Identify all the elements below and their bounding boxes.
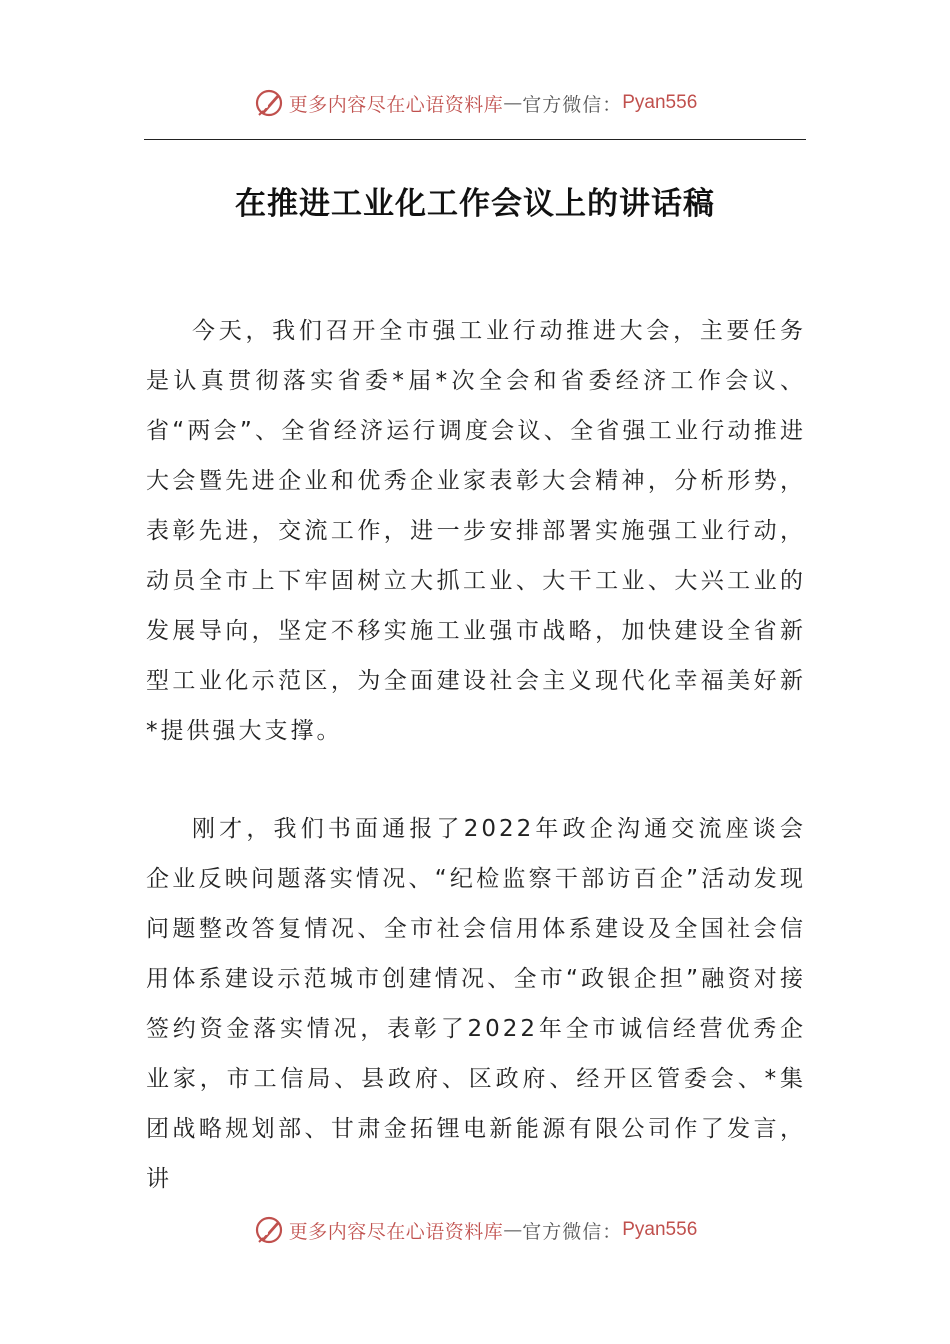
body-paragraph-1: 今天，我们召开全市强工业行动推进大会，主要任务是认真贯彻落实省委*届*次全会和省委经济工作会议、省“两会”、全省经济运行调度会议、全省强工业行动推进大会暨先进企业和优秀企业家表彰大会精神，分析形势，表彰先进，交流工作，进一步安排部署实施强工业行动，动员全市上下牢固树立大抓工业、大干工业、大兴工业的发展导向，坚定不移实施工业强市战略，加快建设全省新型工业化示范区，为全面建设社会主义现代化幸福美好新*提供强大支撑。: [146, 318, 806, 744]
footer-banner: [0, 1210, 950, 1250]
header-separator: —: [503, 92, 523, 114]
header-wechat-id: Pyan556: [622, 92, 698, 113]
footer-wechat-id: Pyan556: [622, 1219, 698, 1240]
document-title: 在推进工业化工作会议上的讲话稿: [235, 186, 715, 222]
header-banner: [0, 83, 950, 123]
pen-circle-logo-icon: [253, 87, 285, 119]
body-paragraph-2: 刚才，我们书面通报了2022年政企沟通交流座谈会企业反映问题落实情况、“纪检监察干部访百企”活动发现问题整改答复情况、全市社会信用体系建设及全国社会信用体系建设示范城市创建情况、全市“政银企担”融资对接签约资金落实情况，表彰了2022年全市诚信经营优秀企业家，市工信局、县政府、区政府、经开区管委会、*集团战略规划部、甘肃金拓锂电新能源有限公司作了发言，讲: [146, 816, 806, 1192]
footer-slogan: 更多内容尽在心语资料库: [288, 1220, 504, 1243]
header-divider: [144, 139, 806, 140]
pen-circle-logo-icon: [253, 1214, 285, 1246]
header-slogan: 更多内容尽在心语资料库: [288, 93, 504, 116]
footer-wechat-label: 官方微信：: [522, 1220, 623, 1243]
header-wechat-label: 官方微信：: [522, 93, 623, 116]
footer-separator: —: [503, 1219, 523, 1241]
